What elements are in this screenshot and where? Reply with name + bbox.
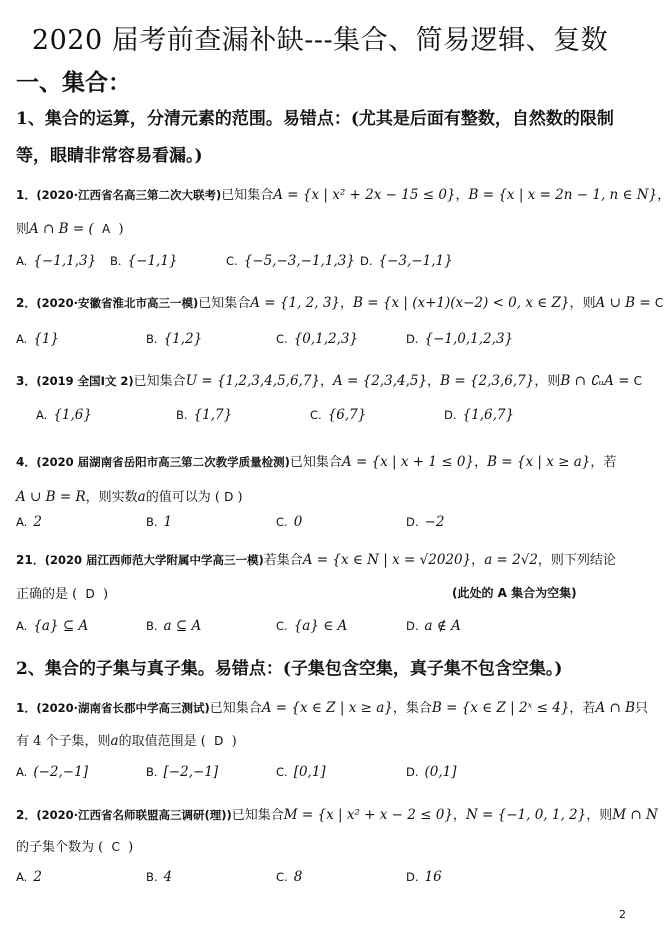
- q4-set-b: B = {x | x ≥ a}: [487, 454, 591, 470]
- q3-source: (2019 全国Ⅰ文 2): [36, 374, 134, 388]
- q3-option-a-value: {1,6}: [53, 407, 92, 423]
- t2q2-set-n: N = {−1, 0, 1, 2}: [465, 807, 587, 823]
- q1-option-a-label: A.: [16, 254, 28, 268]
- q3-option-b-label: B.: [176, 408, 188, 422]
- q2-option-b: [146, 331, 202, 347]
- t2q1-option-d: [406, 764, 457, 780]
- q1-expression: A ∩ B = (: [29, 221, 94, 237]
- q3-set-b: B = {2,3,6,7}: [440, 373, 535, 389]
- q21-option-b: [146, 618, 201, 634]
- q21-option-c-value: {a} ∈ A: [293, 618, 348, 634]
- q4-tail: ，若: [590, 455, 617, 470]
- q2-option-c-value: {0,1,2,3}: [293, 331, 359, 347]
- q21-option-d-label: D.: [406, 619, 419, 633]
- q1-answer: A: [102, 222, 111, 236]
- t2q1-option-d-value: (0,1]: [424, 764, 457, 780]
- t2q2-option-c: [276, 869, 302, 885]
- t2q1-tail: ，若: [569, 701, 596, 716]
- q21-option-b-value: a ⊆ A: [163, 618, 202, 634]
- q1-line2-text: 则: [16, 222, 30, 237]
- q1-option-c: [226, 253, 355, 269]
- q3-expression: B ∩ ∁ᵤA =: [560, 373, 630, 389]
- t2q1-line2-text-b: 的取值范围是 (: [118, 734, 206, 749]
- q4-variable: a: [137, 489, 146, 505]
- t2q1-text: 已知集合: [209, 701, 262, 716]
- q1-option-c-label: C.: [226, 254, 238, 268]
- q3-tail: ，则: [534, 374, 561, 389]
- t2q2-stem: [16, 804, 658, 823]
- t2q2-tail: ，则: [586, 808, 613, 823]
- q2-separator: ，: [340, 296, 354, 311]
- q2-option-a-value: {1}: [33, 331, 60, 347]
- q3-number: 3．: [16, 374, 37, 388]
- q3-stem: [16, 370, 642, 389]
- t2q2-separator: ，: [452, 808, 466, 823]
- q21-stem: [16, 549, 616, 568]
- q1-close: ): [118, 222, 124, 237]
- q4-source: (2020 届湖南省岳阳市高三第二次教学质量检测): [36, 455, 290, 469]
- q4-expression: A ∪ B = R: [16, 489, 86, 505]
- t2q1-option-b-label: B.: [146, 765, 158, 779]
- q21-close: ): [103, 587, 109, 602]
- q1-option-d-label: D.: [360, 254, 373, 268]
- topic2-heading: 2、集合的子集与真子集。易错点：(子集包含空集，真子集不包含空集。): [16, 659, 563, 679]
- q2-set-b: B = {x | (x+1)(x−2) < 0, x ∈ Z}: [353, 295, 570, 311]
- q3-separator-2: ，: [427, 374, 441, 389]
- t2q1-option-a: [16, 764, 88, 780]
- t2q1-option-b: [146, 764, 218, 780]
- q1-option-b-label: B.: [110, 254, 122, 268]
- q4-option-c-value: 0: [293, 514, 303, 530]
- q4-set-a: A = {x | x + 1 ≤ 0}: [341, 454, 475, 470]
- q3-option-a: [36, 407, 92, 423]
- q1-option-a: [16, 253, 96, 269]
- t2q1-stem-line2: [16, 730, 237, 749]
- q21-separator: ，: [471, 553, 485, 568]
- t2q2-line2-text: 的子集个数为 (: [16, 840, 104, 855]
- q2-option-c-label: C.: [276, 332, 288, 346]
- q21-expression: a = 2√2: [484, 552, 538, 568]
- q3-option-c: [310, 407, 366, 423]
- q2-option-b-value: {1,2}: [163, 331, 203, 347]
- q2-text: 已知集合: [198, 296, 251, 311]
- q21-answer: D: [85, 587, 95, 601]
- t2q2-set-m: M = {x | x² + x − 2 ≤ 0}: [283, 807, 453, 823]
- t2q1-variable: a: [110, 733, 119, 749]
- q2-option-c: [276, 331, 358, 347]
- t2q2-option-d: [406, 869, 442, 885]
- q3-option-d: [444, 407, 514, 423]
- t2q2-option-d-label: D.: [406, 870, 419, 884]
- q1-option-b-value: {−1,1}: [127, 253, 178, 269]
- q21-set-a: A = {x ∈ N | x = √2020}: [302, 552, 472, 568]
- q2-source: (2020·安徽省淮北市高三一模): [36, 296, 199, 310]
- q1-option-b: [110, 253, 178, 269]
- q21-option-b-label: B.: [146, 619, 158, 633]
- q1-set-a: A = {x | x² + 2x − 15 ≤ 0}: [273, 187, 456, 203]
- q21-option-a-label: A.: [16, 619, 28, 633]
- topic1-line2: 等，眼睛非常容易看漏。): [16, 146, 203, 166]
- t2q1-option-c-label: C.: [276, 765, 288, 779]
- topic1-line1: 1、集合的运算，分清元素的范围。易错点：(尤其是后面有整数，自然数的限制: [16, 109, 614, 129]
- q4-line2-text-b: 的值可以为 (: [145, 490, 220, 505]
- q21-option-a-value: {a} ⊆ A: [33, 618, 89, 634]
- q4-option-b-label: B.: [146, 515, 158, 529]
- q3-set-u: U = {1,2,3,4,5,6,7}: [185, 373, 321, 389]
- q21-stem-line2: [16, 583, 108, 602]
- q21-line2-text: 正确的是 (: [16, 587, 78, 602]
- q4-option-c-label: C.: [276, 515, 288, 529]
- q2-option-b-label: B.: [146, 332, 158, 346]
- q4-option-a: [16, 514, 42, 530]
- t2q1-answer: D: [214, 734, 224, 748]
- t2q2-expression: M ∩ N: [612, 807, 658, 823]
- t2q1-close: ): [231, 734, 237, 749]
- q4-option-d-value: −2: [424, 514, 445, 530]
- q2-expression: A ∪ B =: [595, 295, 651, 311]
- q3-option-a-label: A.: [36, 408, 48, 422]
- q1-stem: [16, 184, 670, 203]
- q1-text: 已知集合: [221, 188, 274, 203]
- q21-option-d: [406, 618, 461, 634]
- t2q1-source: (2020·湖南省长郡中学高三测试): [36, 701, 210, 715]
- q3-option-b: [176, 407, 232, 423]
- q3-option-c-value: {6,7}: [327, 407, 367, 423]
- section-heading-sets: 一、集合：: [16, 69, 131, 96]
- q4-close: ): [237, 490, 243, 505]
- q21-option-d-value: a ∉ A: [424, 618, 461, 634]
- q4-option-a-value: 2: [33, 514, 42, 530]
- q3-text: 已知集合: [133, 374, 186, 389]
- t2q1-separator: ，集合: [392, 701, 432, 716]
- t2q1-option-b-value: [−2,−1]: [163, 764, 219, 780]
- q2-stem: [16, 292, 663, 311]
- t2q2-option-c-value: 8: [293, 869, 303, 885]
- q2-option-a-label: A.: [16, 332, 28, 346]
- page-title: 2020 届考前查漏补缺---集合、简易逻辑、复数: [31, 25, 609, 56]
- q2-option-d-label: D.: [406, 332, 419, 346]
- q4-stem: [16, 451, 616, 470]
- t2q2-option-a-label: A.: [16, 870, 28, 884]
- t2q1-tail2: 只: [635, 701, 649, 716]
- t2q2-source: (2020·江西省名师联盟高三调研(理)): [36, 808, 232, 822]
- q4-option-b: [146, 514, 172, 530]
- q21-number: 21．: [16, 553, 45, 567]
- q2-option-d-value: {−1,0,1,2,3}: [424, 331, 514, 347]
- q21-option-a: [16, 618, 88, 634]
- q3-option-d-value: {1,6,7}: [462, 407, 515, 423]
- q4-option-b-value: 1: [163, 514, 173, 530]
- q21-source: (2020 届江西师范大学附属中学高三一模): [44, 553, 264, 567]
- q3-answer: C: [633, 374, 643, 388]
- t2q2-stem-line2: [16, 836, 133, 855]
- t2q2-number: 2．: [16, 808, 37, 822]
- q3-set-a: A = {2,3,4,5}: [333, 373, 428, 389]
- t2q1-number: 1．: [16, 701, 37, 715]
- q2-number: 2．: [16, 296, 37, 310]
- t2q1-set-a: A = {x ∈ Z | x ≥ a}: [261, 700, 393, 716]
- t2q2-option-c-label: C.: [276, 870, 288, 884]
- t2q1-option-a-value: (−2,−1]: [33, 764, 88, 780]
- q2-set-a: A = {1, 2, 3}: [250, 295, 341, 311]
- q1-separator: ，: [455, 188, 469, 203]
- q4-stem-line2: [16, 486, 243, 505]
- q4-answer: D: [224, 490, 234, 504]
- t2q1-option-c-value: [0,1]: [293, 764, 326, 780]
- q4-option-d-label: D.: [406, 515, 419, 529]
- q2-answer: C: [654, 296, 664, 310]
- q3-option-d-label: D.: [444, 408, 457, 422]
- t2q1-option-d-label: D.: [406, 765, 419, 779]
- page-number: 2: [619, 908, 626, 921]
- q2-option-a: [16, 331, 59, 347]
- t2q2-option-d-value: 16: [424, 869, 442, 885]
- q4-option-d: [406, 514, 444, 530]
- t2q2-option-a: [16, 869, 42, 885]
- q4-separator: ，: [474, 455, 488, 470]
- t2q2-option-b: [146, 869, 172, 885]
- q1-set-b: B = {x | x = 2n − 1, n ∈ N}: [468, 187, 658, 203]
- t2q1-stem: [16, 697, 648, 716]
- q21-note: (此处的 A 集合为空集): [452, 586, 577, 600]
- q3-option-c-label: C.: [310, 408, 322, 422]
- t2q2-option-b-value: 4: [163, 869, 173, 885]
- q2-option-d: [406, 331, 513, 347]
- t2q1-expression: A ∩ B: [595, 700, 636, 716]
- q4-option-c: [276, 514, 302, 530]
- q3-option-b-value: {1,7}: [193, 407, 233, 423]
- t2q2-text: 已知集合: [231, 808, 284, 823]
- t2q2-option-a-value: 2: [33, 869, 42, 885]
- q21-option-c: [276, 618, 347, 634]
- q1-source: (2020·江西省名高三第二次大联考): [36, 188, 222, 202]
- q4-number: 4．: [16, 455, 37, 469]
- q1-option-a-value: {−1,1,3}: [33, 253, 97, 269]
- q1-number: 1．: [16, 188, 37, 202]
- q1-tail: ，: [657, 188, 670, 203]
- t2q2-close: ): [128, 840, 134, 855]
- q3-separator-1: ，: [320, 374, 334, 389]
- q4-text: 已知集合: [289, 455, 342, 470]
- q1-option-c-value: {−5,−3,−1,1,3}: [243, 253, 355, 269]
- t2q1-option-c: [276, 764, 326, 780]
- t2q2-answer: C: [111, 840, 120, 854]
- t2q1-set-b: B = {x ∈ Z | 2ˣ ≤ 4}: [431, 700, 570, 716]
- q1-stem-line2: [16, 218, 124, 237]
- q1-option-d-value: {−3,−1,1}: [378, 253, 453, 269]
- q21-option-c-label: C.: [276, 619, 288, 633]
- q21-tail: ，则下列结论: [537, 553, 616, 568]
- q4-option-a-label: A.: [16, 515, 28, 529]
- t2q2-option-b-label: B.: [146, 870, 158, 884]
- q2-tail: ，则: [569, 296, 596, 311]
- q1-option-d: [360, 253, 453, 269]
- t2q1-line2-text: 有 4 个子集，则: [16, 734, 111, 749]
- q4-line2-text: ，则实数: [85, 490, 138, 505]
- q21-text: 若集合: [263, 553, 303, 568]
- t2q1-option-a-label: A.: [16, 765, 28, 779]
